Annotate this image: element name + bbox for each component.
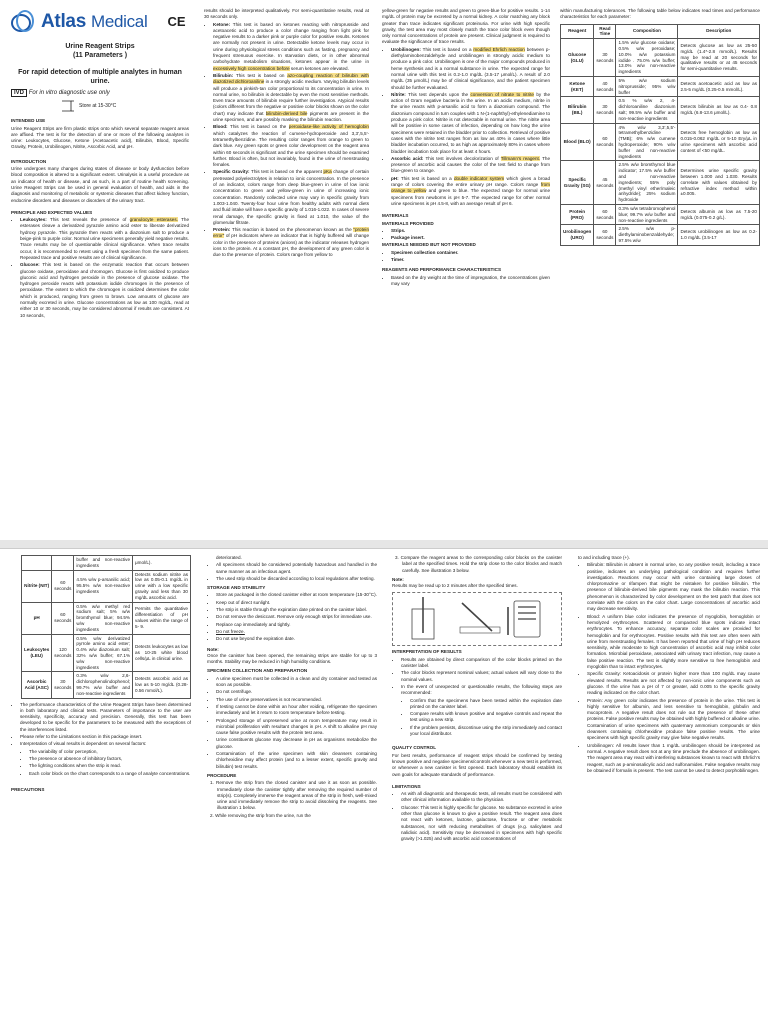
storage-item: • Do not remove the desiccant. Remove only enough strips for immediate use. bbox=[216, 614, 377, 620]
storage-note-heading: Note: bbox=[207, 646, 219, 652]
procedure-step: 2. While removing the strip from the urine, run the bbox=[210, 812, 311, 818]
introduction-text: Urine undergoes many changes during states of disease or body dysfunction before blood composition is altered to a significant extent. Urinalysis is a useful procedure as an indicator of health or disease, and as such, is a part of routine health screening. Urine Reagent Strips can be used in general evaluation of health, and aids in the diagnosis and monitoring of metabolic or systemic diseases that affect kidney function, endocrine disorders and diseases or disorders of the urinary tract. bbox=[11, 166, 189, 203]
table-row: Specific Gravity (SG) 45 seconds 2.5% w/w bromthymol blue indicator; 17.5% w/w buffer and non-reactive ingredients; 55% poly (methyl vinyl ether/maleic anhydride); 25% sodium hydroxide Determines urine specific gravity between 1.000 and 1.030. Results correlate with values obtained by refractive index method within ±0.005. bbox=[561, 161, 760, 205]
material-needed-item: • Specimen collection container. bbox=[391, 250, 550, 256]
reagent-performance-table-continued bbox=[21, 555, 191, 699]
limitation-item: • As with all diagnostic and therapeutic tests, all results must be considered with other clinical information available to the physician. bbox=[401, 791, 562, 804]
specimen-item: • Urine constituents glucose may decrease in pH as organisms metabolize the glucose. bbox=[216, 737, 377, 750]
ce-mark: CE bbox=[167, 13, 186, 29]
materials-provided-heading: MATERIALS PROVIDED bbox=[382, 220, 434, 226]
column-8 bbox=[578, 555, 760, 1021]
table-row: Leukocytes (LEU) 120 seconds 0.5% w/w derivatized pyrrole amino acid ester; 0.4% w/w diazonium salt; 32% w/w buffer; 67.1% w/w non-reactive ingredients Detects leukocytes as low as 10-25 white blood cells/μL in clinical urine. bbox=[22, 634, 191, 672]
table-row: Protein (PRO) 60 seconds 0.3% w/w tetrabromophenol blue; 99.7% w/w buffer and non-reactive ingredients Detects albumin as low as 7.5-20 mg/dL (0.075-0.2 g/L). bbox=[561, 204, 760, 224]
table-row: Ketone (KET) 40 seconds 5% w/w sodium nitroprusside; 95% w/w buffer Detects acetoacetic acid as low as 2.5-5 mg/dL (0.25-0.5 mmol/L). bbox=[561, 76, 760, 96]
performance-text: • The performance characteristics of the Urine Reagent Strips have been determined in both laboratory and clinical tests. Parameters of importance to the user are sensitivity, specificity, accuracy and precision. Generally, this test has been developed to be specific for the parameters to be measured with the exceptions of the interferences listed. bbox=[20, 702, 191, 733]
interpretation-heading: INTERPRETATION OF RESULTS bbox=[392, 649, 462, 655]
material-provided-item: • Package insert. bbox=[391, 235, 550, 241]
column-6 bbox=[207, 555, 377, 1021]
materials-heading: MATERIALS bbox=[382, 213, 409, 219]
ivd-statement: IVD For in vitro diagnostic use only bbox=[11, 90, 189, 96]
brand-logo bbox=[11, 10, 189, 34]
product-title: Urine Reagent Strips (11 Parameters ) bbox=[65, 43, 135, 59]
column-4 bbox=[560, 8, 760, 533]
glucose-continued: results should be interpreted qualitatively. For semi-quantitative results, read at 30 seconds only. bbox=[204, 8, 369, 20]
specimen-item: • The use of urine preservatives is not recommended. bbox=[216, 697, 377, 703]
strip-dipping-illustration-icon bbox=[402, 595, 552, 643]
limitation-item: • Protein: Any green color indicates the presence of protein in the urine. This test is highly sensitive for albumin, and less sensitive to hemoglobin, globulin and mucoprotein. A negative result does not rule out the presence of these other proteins. False positive results may be obtained with highly buffered or alkaline urine. Contamination of urine specimens with quaternary ammonium compounds or skin cleansers containing chlorhexidine produce false positive results. The urine specimens with high specific gravity may give false negative results. bbox=[587, 698, 760, 742]
interpretation-factor: • The presence or absence of inhibitory factors, bbox=[29, 756, 191, 762]
interpretation-factor: • The lighting conditions when the strip is read. bbox=[29, 763, 191, 769]
table-row: buffer and non-reactive ingredients μmol/L). bbox=[22, 556, 191, 571]
column-1 bbox=[11, 10, 189, 535]
limitation-item: • Urobilinogen: All results lower than 1 mg/dL urobilinogen should be interpreted as normal. A negative result does not at any time preclude the absence of urobilinogen. The reagent area may react with interfering substances known to react with Ehrlich’s reagent, such as p-aminosalicylic acid and sulfonamides. False negative results may be obtained if formalin is present. The test cannot be used to detect porphobilinogen. bbox=[587, 743, 760, 774]
limitations-heading: LIMITATIONS bbox=[392, 783, 421, 789]
urobilinogen-principle: • Urobilinogen: This test is based on a modified Ehrlich reaction between p-diethylaminobenzaldehyde and urobilinogen in strongly acidic medium to produce a pink color. Urobilinogen is one of the major compounds produced in heme synthesis and is a normal substance in urine. The expected range for normal urine with this test is 0.2-1.0 mg/dL (3.5-17 μmol/L). A result of 2.0 mg/dL (35 μmol/L) may be of clinical significance, and the patient specimen should be further evaluated. bbox=[391, 47, 550, 91]
specimen-item: • A urine specimen must be collected in a clean and dry container and tested as soon as possible. bbox=[216, 676, 377, 689]
reading-note: Results may be read up to 2 minutes after the specified times. bbox=[392, 583, 518, 589]
column-7 bbox=[392, 555, 562, 1021]
specimen-item: • Prolonged storage of unpreserved urine at room temperature may result in microbial proliferation with resultant changes in pH. A shift to alkaline pH may cause false positive results with the protein test area. bbox=[216, 718, 377, 737]
reagents-continued: within manufacturing tolerances. The following table below indicates read times and performance characteristics for each parameter: bbox=[560, 8, 760, 20]
specimen-item: • Do not centrifuge. bbox=[216, 689, 377, 695]
ketone-principle: • Ketone: This test is based on ketones reacting with nitroprusside and acetoacetic acid to produce a color change ranging from light pink for negative results to a darker pink or purple color for positive results. Ketones are normally not present in urine. Detectable ketone levels may occur in urine during physiological stress conditions such as fasting, pregnancy and frequent strenuous exercise. In starvation diets, or in other abnormal carbohydrate metabolism situations, ketones appear in the urine in excessively high concentration before serum ketones are elevated. bbox=[213, 22, 369, 72]
interpretation-factor: • The variability of color perception, bbox=[29, 749, 191, 755]
table-row: Blood (BLO) 60 seconds 4% w/w 3,3',5,5'-tetramethylbenzidine (TMB); 6% w/w cumene hydroperoxide; 90% w/w buffer and non-reactive ingredients Detects free hemoglobin as low as 0.015-0.062 mg/dL or 5-10 Ery/μL in urine specimens with ascorbic acid content of <50 mg/dL. bbox=[561, 123, 760, 161]
column-header: Description bbox=[678, 24, 760, 39]
product-subtitle: For rapid detection of multiple analytes in human urine. bbox=[18, 69, 182, 85]
procedure-step: 3. Compare the reagent areas to the corresponding color blocks on the canister label at the specified times. Hold the strip close to the color blocks and match carefully. See illustration 3 below. bbox=[395, 555, 562, 573]
limitations-continued: to and including trace (+). bbox=[578, 555, 630, 560]
precautions-heading: PRECAUTIONS bbox=[11, 786, 45, 792]
reading-note-heading: Note: bbox=[392, 576, 404, 582]
quality-control-heading: QUALITY CONTROL bbox=[392, 745, 437, 751]
table-row: Nitrite (NIT) 60 seconds 4.5% w/w p-arsanilic acid; 95.5% w/w non-reactive ingredients Detects sodium nitrite as low as 0.05-0.1 mg/dL in urine with a low specific gravity and less than 30 mg/dL ascorbic acid. bbox=[22, 570, 191, 602]
material-provided-item: • Strips. bbox=[391, 228, 550, 234]
table-header-row bbox=[561, 24, 760, 39]
specimen-item: • Contamination of the urine specimen with skin cleansers containing chlorhexidine may affect protein (and to a lesser extent, specific gravity and bilirubin) test results. bbox=[216, 751, 377, 770]
insert-page-2 bbox=[0, 548, 768, 1024]
interpretation-item: • Results are obtained by direct comparison of the color blocks printed on the canister label. bbox=[401, 657, 562, 670]
ascorbic-acid-principle: • Ascorbic acid: This test involves decolorization of Tillmann’s reagent. The presence of ascorbic acid causes the color of the test field to change from blue-green to orange. bbox=[391, 156, 550, 175]
column-header: Composition bbox=[616, 24, 678, 39]
page-separator bbox=[0, 540, 768, 548]
materials-needed-heading: MATERIALS NEEDED BUT NOT PROVIDED bbox=[382, 242, 476, 248]
table-row: Ascorbic Acid (ASC) 30 seconds 0.3% w/w 2,6-dichlorophenolindophenol; 99.7% w/w buffer and non-reactive ingredients Detects ascorbic acid as low as 5-10 mg/dL (0.28-0.56 mmol/L). bbox=[22, 672, 191, 698]
interpretation-item: • The color blocks represent nominal values; actual values will vary close to the nominal values. bbox=[401, 670, 562, 683]
intended-use-text: Urine Reagent Strips are firm plastic strips onto which several separate reagent areas are affixed. The test is for the detection of one or more of the following analytes in urine: Leukocytes, Glucose, Ketone (Acetoacetic acid), Bilirubin, Blood, Specific Gravity, Protein, Urobilinogen, Nitrite, Ascorbic Acid, and pH. bbox=[11, 125, 189, 150]
glucose-principle: • Glucose: This test is based on the enzymatic reaction that occurs between glucose oxidase, peroxidase and chromogen. Glucose is first oxidized to produce gluconic acid and hydrogen peroxide in the presence of glucose oxidase. The hydrogen peroxide reacts with potassium iodide chromogen in the presence of peroxidase. The extent to which the chromogen is oxidized determines the color which is produced, ranging from green to brown. Low amounts of glucose are normally excreted in urine. Glucose concentrations as low as 100 mg/dL, read at either 10 or 30 seconds, may be considered abnormal if results are consistent. At 10 seconds, bbox=[20, 262, 189, 319]
column-5 bbox=[11, 555, 191, 1021]
ivd-badge: IVD bbox=[11, 89, 27, 97]
atlas-logo-icon bbox=[11, 10, 35, 34]
reagent-performance-table bbox=[560, 24, 760, 246]
limitation-item: • Specific Gravity: Ketoacidosis or protein higher more than 100 mg/dL may cause elevated results. Results are not affected by non-ionic urine components such as glucose. If the urine has a pH of 7 or greater, add 0.005 to the specific gravity reading indicated on the color chart. bbox=[587, 671, 760, 696]
blood-principle: • Blood: This test is based on the peroxidase-like activity of hemoglobin which catalyzes the reaction of cumene-hydroperoxide and 3,3',5,5'-tetramethylbenzidine. The resulting color ranges from orange to green to dark blue. Any green spots or green color development on the reagent area within 60 seconds is significant and the urine specimen should be examined further. Blood is often, but not invariably, found in the urine of menstruating females. bbox=[213, 124, 369, 168]
interpretation-factors-intro: • Interpretation of visual results is dependent on several factors: bbox=[20, 741, 191, 747]
storage-item: • Keep out of direct sunlight. bbox=[216, 600, 377, 606]
procedure-illustration bbox=[392, 592, 562, 646]
interpretation-factor: • Each color block on the chart corresponds to a range of analyte concentrations. bbox=[29, 771, 191, 777]
column-header: Read Time bbox=[594, 24, 616, 39]
leukocytes-principle: • Leukocytes: This test reveals the presence of granulocyte esterases. The esterases cleave a derivatized pyrazole amino acid ester to liberate derivatized hydroxy pyrazole. This pyrazole then reacts with a diazonium salt to produce a beige-pink to purple color. Normal urine specimens generally yield negative results. Trace results may be of questionable clinical significance. When trace results occur, it is recommended to retest using a fresh specimen from the same patient. Repeated trace and positive results are of clinical significance. bbox=[20, 217, 189, 261]
table-row: Glucose (GLU) 30 seconds 1.5% w/w glucose oxidase; 0.5% w/w peroxidase; 10.0% w/w potassium iodide . 75.0% w/w buffer; 13.0% w/w non-reactive ingredients Detects glucose as low as 25-50 mg/dL (1.4*-2.8 mmol/L). Results may be read at 20 seconds for qualitative results or at 45 seconds for semi-quantitative results. bbox=[561, 39, 760, 77]
storage-note: Once the canister has been opened, the remaining strips are stable for up to 3 months. Stability may be reduced in high humidity conditions. bbox=[207, 652, 377, 665]
table-row: pH 60 seconds 0.5% w/w methyl red sodium salt; 5% w/w bromthymol blue; 94.5% w/w non-reactive ingredients Permits the quantitative differentiation of pH values within the range of 5- 9. bbox=[22, 602, 191, 634]
procedure-step: 1. Remove the strip from the closed canister and use it as soon as possible. Immediately close the canister tightly after removing the required number of strip(s). Completely immerse the reagent areas of the strip in fresh, well-mixed urine and immediately remove the strip to avoid dissolving the reagents. See illustration 1 below. bbox=[210, 780, 377, 811]
precaution-item: deteriorated. bbox=[216, 555, 242, 560]
quality-control-text: For best results, performance of reagent strips should be confirmed by testing known positive and negative specimens/controls whenever a new test is performed, or whenever a new canister is first opened. Each laboratory should establish its own goals for adequate standards of performance. bbox=[392, 752, 562, 777]
limitation-item: • Blood: A uniform blue color indicates the presence of myoglobin, hemoglobin or hemolyzed erythrocytes. Scattered or compacted blue spots indicate intact erythrocytes. To enhance accuracy, separate color scales are provided for hemoglobin and for erythrocytes. Positive results with this test are often seen with urine from menstruating females. It has been reported that urine of high pH reduces sensitivity, while moderate to high concentration of ascorbic acid may inhibit color formation. Microbial peroxidase, associated with urinary tract infection, may cause a false positive reaction. The test is slightly more sensitive to free hemoglobin and myoglobin than to intact erythrocytes. bbox=[587, 614, 760, 671]
protein-principle: • Protein: This reaction is based on the phenomenon known as the “protein error” of pH indicators where an indicator that is highly buffered will change color in the presence of proteins (anions) as the indicator releases hydrogen ions to the protein. At a constant pH, the development of any green color is due to the presence of protein. Colors range from yellow to bbox=[213, 227, 369, 258]
limitation-item: • Bilirubin: Bilirubin is absent in normal urine, so any positive result, including a trace positive, indicates an underlying pathological condition and requires further investigation. Reactions may occur with urine containing large doses of chlorpromazine or rifampen that might be mistaken for positive bilirubin. The presence of bilirubin-derived bile pigments may mask the bilirubin reaction. This phenomenon is characterized by color development on the test patch that does not correlate with the colors on the color chart. Large concentrations of ascorbic acid may decrease sensitivity. bbox=[587, 562, 760, 612]
thermometer-icon bbox=[61, 100, 75, 112]
column-2 bbox=[204, 8, 369, 533]
nitrite-principle: • Nitrite: This test depends upon the conversion of nitrate to nitrite by the action of Gram negative bacteria in the urine. In an acidic medium, nitrite in the urine reacts with p-arsanilic acid to form a diazonium compound. The diazonium compound in turn couples with 1 N-(1-naphthyl)-ethylenediamine to produce a pink color. Nitrite is not detectable in normal urine. The nitrite area will be positive in some cases of infection, depending on how long the urine specimens were retained in the bladder prior to collection. Retrieval of positive cases with the nitrite test ranges from as low as 40% in cases where little bladder incubation occurred, to as high as approximately 80% in cases where bladder incubation took place for at least 4 hours. bbox=[391, 92, 550, 155]
interpretation-step: • Compare results with known positive and negative controls and repeat the test using a new strip. bbox=[410, 711, 562, 724]
precaution-item: • The used strip should be discarded according to local regulations after testing. bbox=[216, 576, 377, 582]
reagents-heading: REAGENTS AND PERFORMANCE CHARACTERISTICS bbox=[382, 267, 502, 273]
storage-item: • Do not freeze. bbox=[216, 629, 377, 635]
protein-continued: yellow-green for negative results and green to green-blue for positive results. 1-14 mg/dL of protein may be excreted by a normal kidney. A color matching any block greater than trace indicates significant proteinuria. For urine with high specific gravity, the test area may most closely match the trace color block even though only normal concentrations of protein are present. Clinical judgment is required to evaluate the significance of trace results. bbox=[382, 8, 550, 45]
procedure-heading: PROCEDURE bbox=[207, 772, 237, 778]
precaution-item: • All specimens should be considered potentially hazardous and handled in the same manner as an infectious agent. bbox=[216, 562, 377, 575]
reagents-text: • Based on the dry weight at the time of impregnation, the concentrations given may vary bbox=[391, 275, 550, 288]
column-header: Reagent bbox=[561, 24, 594, 39]
interpretation-step: • Confirm that the specimens have been tested within the expiration date printed on the canister label. bbox=[410, 698, 562, 711]
column-3 bbox=[382, 8, 550, 533]
intended-use-heading: INTENDED USE bbox=[11, 118, 46, 124]
interpretation-step: • If the problem persists, discontinue using the strip immediately and contact your local distributor. bbox=[410, 725, 562, 738]
interpretation-item: • In the event of unexpected or questionable results, the following steps are recommended: bbox=[401, 684, 562, 697]
storage-item: • Replace cap immediately and tightly. bbox=[216, 622, 377, 628]
specimen-heading: SPECIMEN COLLECTION AND PREPARATION bbox=[207, 668, 308, 674]
principle-heading: PRINCIPLE AND EXPECTED VALUES bbox=[11, 209, 93, 215]
storage-item: • Store as packaged in the closed canister either at room temperature (15-30°C). bbox=[216, 592, 377, 598]
storage-item: • The strip is stable through the expiration date printed on the canister label. bbox=[216, 607, 377, 613]
table-row: Urobilinogen (URO) 60 seconds 2.5% w/w p-diethylaminobenzaldehyde; 97.5% w/w Detects urobilinogen as low as 0.2-1.0 mg/dL (3.5-17 bbox=[561, 225, 760, 245]
storage-item: • Do not use beyond the expiration date. bbox=[216, 636, 377, 642]
limitations-reference: • Please refer to the Limitations section in this package insert. bbox=[20, 734, 191, 740]
storage-temperature: Store at 15-30°C bbox=[11, 100, 189, 112]
ph-principle: • pH: This test is based on a double indicator system which gives a broad range of colors covering the entire urinary pH range. Colors range from orange to yellow and green to blue. The expected range for normal urine specimens from newborns is pH 5-7. The expected range for other normal urine specimens is pH 4.5-8, with an average result of pH 6. bbox=[391, 176, 550, 207]
brand-name: Atlas Medical bbox=[41, 10, 148, 32]
material-needed-item: • Timer. bbox=[391, 257, 550, 263]
storage-heading: STORAGE AND STABILITY bbox=[207, 585, 266, 591]
specimen-item: • If testing cannot be done within an hour after voiding, refrigerate the specimen immediately and let it return to room temperature before testing. bbox=[216, 704, 377, 717]
bilirubin-principle: • Bilirubin: This test is based on azo-coupling reaction of bilirubin with diazotized dichloroaniline in a strongly acidic medium. Varying bilirubin levels will produce a pinkish-tan color proportional to its concentration in urine. In normal urine, no bilirubin is detectable by even the most sensitive methods. Even trace amounts of bilirubin require further investigation. Atypical results (colors different from the negative or positive color blocks shown on the color chart) may indicate that bilirubin-derived bile pigments are present in the urine specimen, and are possibly masking the bilirubin reaction. bbox=[213, 73, 369, 123]
table-row: Bilirubin (BIL) 30 seconds 0.5 % w/w 2, 4-dichloroaniline diazonium salt; 99.5% w/w buffer and non-reactive ingredients Detects bilirubin as low as 0.4- 0.8 mg/dL (6.8-13.6 μmol/L). bbox=[561, 97, 760, 123]
introduction-heading: INTRODUCTION bbox=[11, 158, 47, 164]
limitation-item: • Glucose: This test is highly specific for glucose. No substance excreted in urine other than glucose is known to give a positive result. The reagent area does not react with ketones, lactose, galactose, fructose or other metabolic substances, nor with reducing metabolites of drugs (e.g. salicylates and nalidixic acid). Sensitivity may be decreased in specimens with high specific gravity (>1.025) and with ascorbic acid concentrations of bbox=[401, 805, 562, 843]
specific-gravity-principle: • Specific Gravity: This test is based on the apparent pKa change of certain pretreated polyelectrolytes in relation to ionic concentration. In the presence of an indicator, colors range from deep blue-green in urine of low ionic concentration to green and yellow-green in urine of increasing ionic concentration. Randomly collected urine may vary in specific gravity from 1.003-1.040. Twenty-four hour urine from healthy adults with normal diets and fluid intake will have a specific gravity of 1.016-1.022. In cases of severe renal damage, the specific gravity is fixed at 1.010, the value of the glomerular filtrate. bbox=[213, 169, 369, 226]
